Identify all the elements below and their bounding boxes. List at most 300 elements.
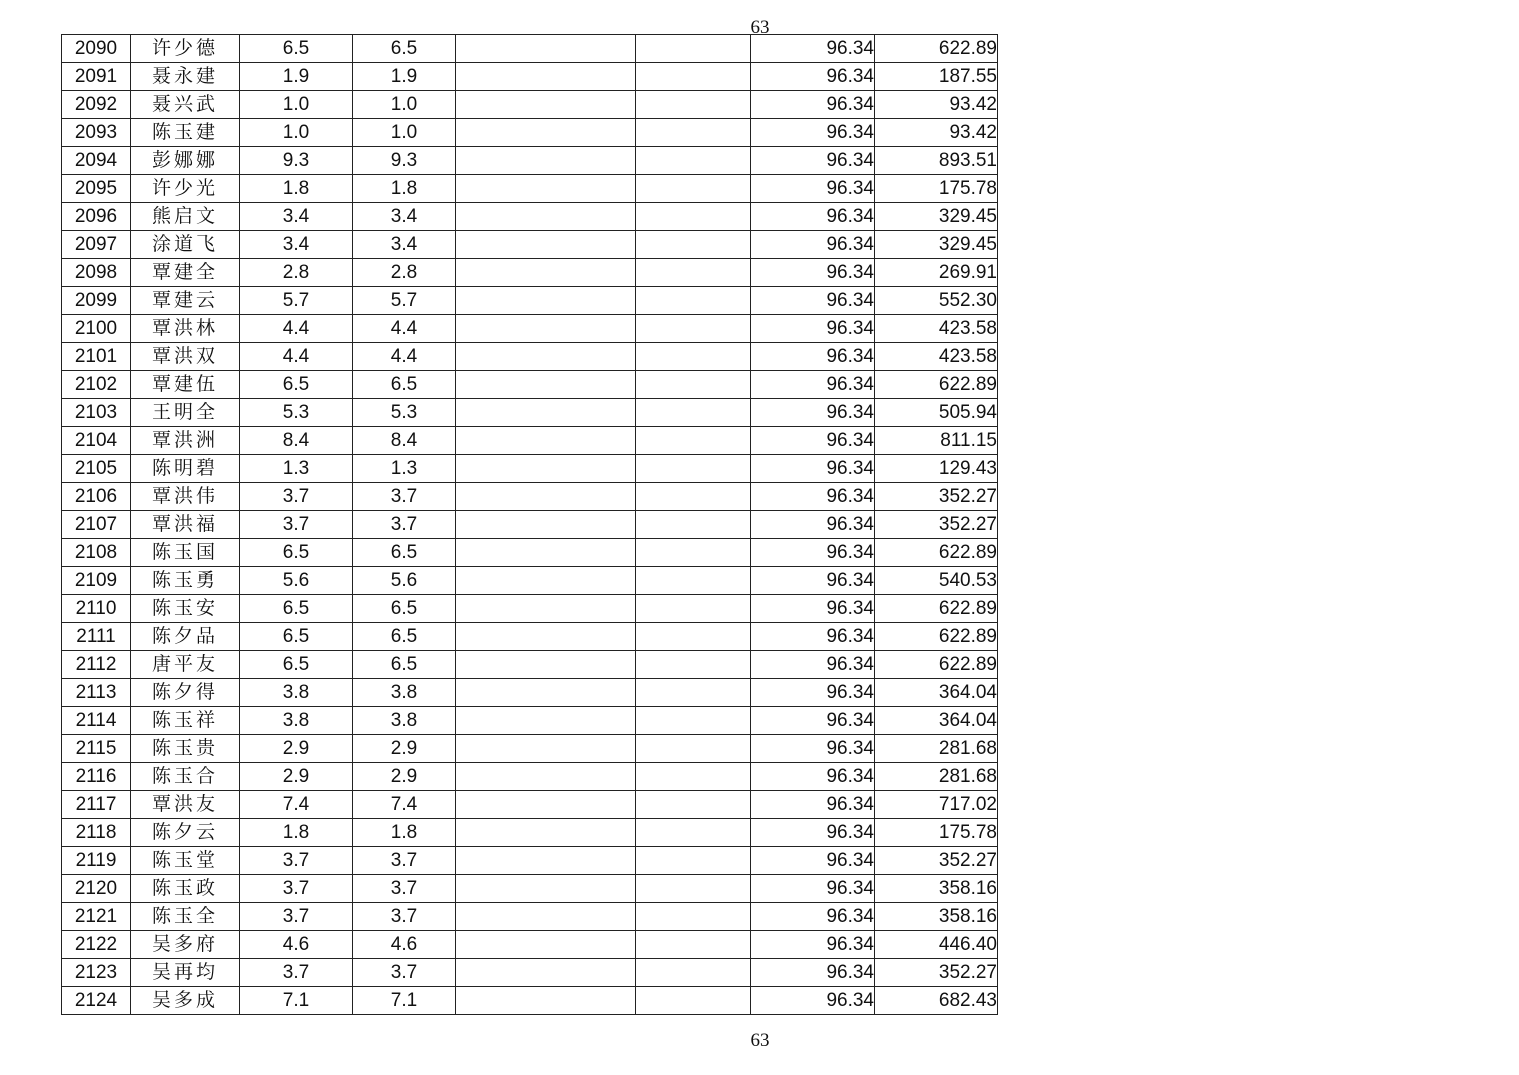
row-confirmed-area-cell: 4.4 [353, 343, 456, 371]
row-name-cell: 覃建全 [131, 259, 240, 287]
row-id-cell: 2114 [62, 707, 131, 735]
table-row [62, 259, 998, 287]
row-id-cell: 2108 [62, 539, 131, 567]
row-blank-cell [456, 511, 636, 539]
row-area-cell: 2.9 [240, 763, 353, 791]
row-area-cell: 6.5 [240, 623, 353, 651]
row-blank-cell [636, 315, 751, 343]
table-row [62, 399, 998, 427]
row-amount-cell: 622.89 [875, 651, 998, 679]
table-row [62, 959, 998, 987]
row-name-cell: 覃洪林 [131, 315, 240, 343]
row-rate-cell: 96.34 [751, 147, 875, 175]
row-name-cell: 许少德 [131, 35, 240, 63]
row-confirmed-area-cell: 1.0 [353, 91, 456, 119]
table-row [62, 119, 998, 147]
row-id-cell: 2110 [62, 595, 131, 623]
table-row [62, 371, 998, 399]
row-amount-cell: 717.02 [875, 791, 998, 819]
table-row [62, 791, 998, 819]
row-area-cell: 3.4 [240, 203, 353, 231]
row-blank-cell [456, 847, 636, 875]
table-row [62, 987, 998, 1015]
row-rate-cell: 96.34 [751, 567, 875, 595]
row-amount-cell: 505.94 [875, 399, 998, 427]
row-rate-cell: 96.34 [751, 63, 875, 91]
row-id-cell: 2117 [62, 791, 131, 819]
row-rate-cell: 96.34 [751, 539, 875, 567]
row-blank-cell [456, 119, 636, 147]
row-name-cell: 覃建伍 [131, 371, 240, 399]
table-row [62, 595, 998, 623]
row-confirmed-area-cell: 3.7 [353, 959, 456, 987]
row-blank-cell [636, 539, 751, 567]
row-id-cell: 2109 [62, 567, 131, 595]
row-confirmed-area-cell: 4.4 [353, 315, 456, 343]
row-confirmed-area-cell: 7.1 [353, 987, 456, 1015]
row-amount-cell: 364.04 [875, 679, 998, 707]
row-area-cell: 3.8 [240, 679, 353, 707]
page-number-bottom: 63 [750, 1030, 770, 1051]
row-rate-cell: 96.34 [751, 651, 875, 679]
row-area-cell: 3.7 [240, 511, 353, 539]
row-blank-cell [636, 791, 751, 819]
row-blank-cell [636, 455, 751, 483]
row-blank-cell [636, 147, 751, 175]
row-blank-cell [456, 595, 636, 623]
row-blank-cell [456, 707, 636, 735]
row-amount-cell: 352.27 [875, 483, 998, 511]
row-blank-cell [636, 175, 751, 203]
row-amount-cell: 281.68 [875, 735, 998, 763]
row-amount-cell: 329.45 [875, 231, 998, 259]
row-confirmed-area-cell: 2.9 [353, 735, 456, 763]
row-area-cell: 4.4 [240, 343, 353, 371]
row-confirmed-area-cell: 1.8 [353, 175, 456, 203]
row-name-cell: 陈夕云 [131, 819, 240, 847]
row-blank-cell [456, 987, 636, 1015]
row-name-cell: 陈玉国 [131, 539, 240, 567]
row-blank-cell [456, 959, 636, 987]
row-rate-cell: 96.34 [751, 231, 875, 259]
row-rate-cell: 96.34 [751, 343, 875, 371]
table-row [62, 287, 998, 315]
row-amount-cell: 358.16 [875, 903, 998, 931]
row-area-cell: 6.5 [240, 539, 353, 567]
row-blank-cell [636, 959, 751, 987]
row-area-cell: 1.8 [240, 819, 353, 847]
row-area-cell: 1.0 [240, 119, 353, 147]
row-rate-cell: 96.34 [751, 175, 875, 203]
row-rate-cell: 96.34 [751, 623, 875, 651]
row-id-cell: 2120 [62, 875, 131, 903]
row-confirmed-area-cell: 2.8 [353, 259, 456, 287]
ledger-body [62, 35, 998, 1015]
row-rate-cell: 96.34 [751, 371, 875, 399]
row-amount-cell: 364.04 [875, 707, 998, 735]
row-blank-cell [636, 623, 751, 651]
row-amount-cell: 622.89 [875, 35, 998, 63]
row-rate-cell: 96.34 [751, 735, 875, 763]
row-blank-cell [456, 371, 636, 399]
row-rate-cell: 96.34 [751, 707, 875, 735]
row-rate-cell: 96.34 [751, 483, 875, 511]
row-id-cell: 2104 [62, 427, 131, 455]
row-name-cell: 陈玉祥 [131, 707, 240, 735]
row-rate-cell: 96.34 [751, 259, 875, 287]
row-rate-cell: 96.34 [751, 763, 875, 791]
row-blank-cell [636, 399, 751, 427]
row-amount-cell: 423.58 [875, 343, 998, 371]
row-id-cell: 2105 [62, 455, 131, 483]
row-amount-cell: 93.42 [875, 91, 998, 119]
row-rate-cell: 96.34 [751, 959, 875, 987]
row-blank-cell [456, 427, 636, 455]
row-blank-cell [456, 483, 636, 511]
row-blank-cell [636, 511, 751, 539]
row-blank-cell [636, 903, 751, 931]
row-confirmed-area-cell: 5.6 [353, 567, 456, 595]
row-blank-cell [456, 651, 636, 679]
row-confirmed-area-cell: 3.7 [353, 903, 456, 931]
row-rate-cell: 96.34 [751, 511, 875, 539]
table-row [62, 707, 998, 735]
row-id-cell: 2121 [62, 903, 131, 931]
row-amount-cell: 622.89 [875, 539, 998, 567]
row-confirmed-area-cell: 3.4 [353, 203, 456, 231]
row-id-cell: 2095 [62, 175, 131, 203]
row-name-cell: 熊启文 [131, 203, 240, 231]
row-rate-cell: 96.34 [751, 875, 875, 903]
row-id-cell: 2094 [62, 147, 131, 175]
row-area-cell: 6.5 [240, 595, 353, 623]
row-amount-cell: 175.78 [875, 819, 998, 847]
row-rate-cell: 96.34 [751, 595, 875, 623]
row-name-cell: 聂兴武 [131, 91, 240, 119]
row-id-cell: 2115 [62, 735, 131, 763]
row-amount-cell: 540.53 [875, 567, 998, 595]
row-id-cell: 2107 [62, 511, 131, 539]
row-rate-cell: 96.34 [751, 903, 875, 931]
row-blank-cell [456, 175, 636, 203]
row-blank-cell [456, 567, 636, 595]
row-confirmed-area-cell: 9.3 [353, 147, 456, 175]
row-name-cell: 陈玉勇 [131, 567, 240, 595]
row-amount-cell: 358.16 [875, 875, 998, 903]
table-row [62, 63, 998, 91]
row-name-cell: 陈玉贵 [131, 735, 240, 763]
row-rate-cell: 96.34 [751, 791, 875, 819]
table-row [62, 847, 998, 875]
row-blank-cell [636, 567, 751, 595]
row-rate-cell: 96.34 [751, 35, 875, 63]
row-name-cell: 覃洪洲 [131, 427, 240, 455]
row-id-cell: 2098 [62, 259, 131, 287]
row-amount-cell: 175.78 [875, 175, 998, 203]
row-id-cell: 2091 [62, 63, 131, 91]
row-confirmed-area-cell: 3.7 [353, 483, 456, 511]
row-rate-cell: 96.34 [751, 427, 875, 455]
row-blank-cell [636, 987, 751, 1015]
row-blank-cell [456, 343, 636, 371]
row-id-cell: 2123 [62, 959, 131, 987]
row-amount-cell: 682.43 [875, 987, 998, 1015]
row-name-cell: 许少光 [131, 175, 240, 203]
row-confirmed-area-cell: 6.5 [353, 595, 456, 623]
page-number-top: 63 [750, 17, 770, 38]
row-rate-cell: 96.34 [751, 987, 875, 1015]
row-area-cell: 1.3 [240, 455, 353, 483]
table-row [62, 651, 998, 679]
row-name-cell: 覃洪伟 [131, 483, 240, 511]
row-confirmed-area-cell: 3.8 [353, 679, 456, 707]
row-blank-cell [636, 595, 751, 623]
row-confirmed-area-cell: 3.8 [353, 707, 456, 735]
table-row [62, 567, 998, 595]
table-row [62, 623, 998, 651]
row-amount-cell: 622.89 [875, 371, 998, 399]
row-amount-cell: 187.55 [875, 63, 998, 91]
row-id-cell: 2093 [62, 119, 131, 147]
row-name-cell: 聂永建 [131, 63, 240, 91]
row-blank-cell [636, 483, 751, 511]
row-blank-cell [636, 427, 751, 455]
row-amount-cell: 622.89 [875, 623, 998, 651]
row-blank-cell [456, 315, 636, 343]
row-id-cell: 2099 [62, 287, 131, 315]
row-blank-cell [456, 203, 636, 231]
row-blank-cell [456, 623, 636, 651]
row-blank-cell [456, 679, 636, 707]
row-id-cell: 2103 [62, 399, 131, 427]
row-area-cell: 6.5 [240, 651, 353, 679]
row-amount-cell: 622.89 [875, 595, 998, 623]
row-area-cell: 9.3 [240, 147, 353, 175]
ledger-table [61, 34, 998, 1015]
row-blank-cell [456, 791, 636, 819]
row-blank-cell [636, 259, 751, 287]
row-area-cell: 3.7 [240, 875, 353, 903]
table-row [62, 91, 998, 119]
row-name-cell: 陈明碧 [131, 455, 240, 483]
row-id-cell: 2100 [62, 315, 131, 343]
row-blank-cell [636, 875, 751, 903]
row-id-cell: 2096 [62, 203, 131, 231]
row-area-cell: 2.8 [240, 259, 353, 287]
row-amount-cell: 129.43 [875, 455, 998, 483]
table-row [62, 819, 998, 847]
row-amount-cell: 352.27 [875, 959, 998, 987]
table-row [62, 903, 998, 931]
row-blank-cell [636, 763, 751, 791]
row-name-cell: 王明全 [131, 399, 240, 427]
row-blank-cell [456, 931, 636, 959]
table-row [62, 931, 998, 959]
row-name-cell: 唐平友 [131, 651, 240, 679]
row-confirmed-area-cell: 6.5 [353, 371, 456, 399]
row-blank-cell [636, 203, 751, 231]
row-area-cell: 4.4 [240, 315, 353, 343]
row-blank-cell [636, 287, 751, 315]
row-rate-cell: 96.34 [751, 91, 875, 119]
row-confirmed-area-cell: 7.4 [353, 791, 456, 819]
row-id-cell: 2097 [62, 231, 131, 259]
row-amount-cell: 352.27 [875, 511, 998, 539]
table-row [62, 427, 998, 455]
row-confirmed-area-cell: 3.4 [353, 231, 456, 259]
row-blank-cell [456, 819, 636, 847]
row-blank-cell [456, 91, 636, 119]
row-area-cell: 6.5 [240, 35, 353, 63]
row-area-cell: 3.8 [240, 707, 353, 735]
row-blank-cell [456, 259, 636, 287]
row-blank-cell [456, 763, 636, 791]
row-name-cell: 覃洪友 [131, 791, 240, 819]
row-confirmed-area-cell: 1.0 [353, 119, 456, 147]
row-area-cell: 5.7 [240, 287, 353, 315]
row-amount-cell: 811.15 [875, 427, 998, 455]
row-amount-cell: 93.42 [875, 119, 998, 147]
row-rate-cell: 96.34 [751, 399, 875, 427]
row-blank-cell [636, 735, 751, 763]
row-confirmed-area-cell: 6.5 [353, 539, 456, 567]
row-area-cell: 4.6 [240, 931, 353, 959]
row-name-cell: 吴多府 [131, 931, 240, 959]
row-blank-cell [636, 931, 751, 959]
row-blank-cell [456, 35, 636, 63]
row-name-cell: 陈玉合 [131, 763, 240, 791]
row-confirmed-area-cell: 5.3 [353, 399, 456, 427]
row-blank-cell [456, 455, 636, 483]
row-blank-cell [636, 119, 751, 147]
row-area-cell: 5.3 [240, 399, 353, 427]
row-confirmed-area-cell: 3.7 [353, 847, 456, 875]
table-row [62, 231, 998, 259]
row-area-cell: 3.7 [240, 483, 353, 511]
row-area-cell: 2.9 [240, 735, 353, 763]
row-rate-cell: 96.34 [751, 847, 875, 875]
row-confirmed-area-cell: 6.5 [353, 651, 456, 679]
row-name-cell: 彭娜娜 [131, 147, 240, 175]
row-confirmed-area-cell: 6.5 [353, 623, 456, 651]
row-name-cell: 陈玉建 [131, 119, 240, 147]
row-blank-cell [456, 287, 636, 315]
table-row [62, 735, 998, 763]
table-row [62, 455, 998, 483]
row-confirmed-area-cell: 3.7 [353, 875, 456, 903]
table-row [62, 511, 998, 539]
row-name-cell: 覃洪双 [131, 343, 240, 371]
row-name-cell: 吴多成 [131, 987, 240, 1015]
row-area-cell: 3.7 [240, 959, 353, 987]
row-amount-cell: 352.27 [875, 847, 998, 875]
row-id-cell: 2118 [62, 819, 131, 847]
row-blank-cell [456, 231, 636, 259]
row-id-cell: 2101 [62, 343, 131, 371]
table-row [62, 679, 998, 707]
table-row [62, 763, 998, 791]
table-row [62, 35, 998, 63]
row-name-cell: 陈玉安 [131, 595, 240, 623]
row-amount-cell: 423.58 [875, 315, 998, 343]
table-row [62, 147, 998, 175]
row-blank-cell [636, 707, 751, 735]
row-blank-cell [636, 371, 751, 399]
row-name-cell: 涂道飞 [131, 231, 240, 259]
row-amount-cell: 552.30 [875, 287, 998, 315]
row-id-cell: 2092 [62, 91, 131, 119]
row-blank-cell [636, 847, 751, 875]
row-blank-cell [636, 63, 751, 91]
row-id-cell: 2102 [62, 371, 131, 399]
row-id-cell: 2122 [62, 931, 131, 959]
row-id-cell: 2119 [62, 847, 131, 875]
row-amount-cell: 269.91 [875, 259, 998, 287]
row-blank-cell [456, 63, 636, 91]
row-id-cell: 2090 [62, 35, 131, 63]
row-area-cell: 1.9 [240, 63, 353, 91]
row-confirmed-area-cell: 4.6 [353, 931, 456, 959]
row-rate-cell: 96.34 [751, 119, 875, 147]
row-name-cell: 吴再均 [131, 959, 240, 987]
row-rate-cell: 96.34 [751, 819, 875, 847]
row-blank-cell [636, 819, 751, 847]
row-confirmed-area-cell: 5.7 [353, 287, 456, 315]
row-id-cell: 2111 [62, 623, 131, 651]
row-area-cell: 7.1 [240, 987, 353, 1015]
row-confirmed-area-cell: 1.9 [353, 63, 456, 91]
row-area-cell: 8.4 [240, 427, 353, 455]
row-confirmed-area-cell: 6.5 [353, 35, 456, 63]
row-rate-cell: 96.34 [751, 203, 875, 231]
row-area-cell: 5.6 [240, 567, 353, 595]
row-id-cell: 2124 [62, 987, 131, 1015]
row-area-cell: 1.0 [240, 91, 353, 119]
row-amount-cell: 446.40 [875, 931, 998, 959]
row-blank-cell [636, 91, 751, 119]
row-rate-cell: 96.34 [751, 315, 875, 343]
row-blank-cell [456, 147, 636, 175]
row-blank-cell [456, 875, 636, 903]
row-blank-cell [636, 651, 751, 679]
table-row [62, 483, 998, 511]
row-confirmed-area-cell: 8.4 [353, 427, 456, 455]
table-row [62, 203, 998, 231]
row-id-cell: 2116 [62, 763, 131, 791]
row-amount-cell: 893.51 [875, 147, 998, 175]
row-id-cell: 2112 [62, 651, 131, 679]
row-confirmed-area-cell: 2.9 [353, 763, 456, 791]
row-area-cell: 6.5 [240, 371, 353, 399]
row-area-cell: 3.7 [240, 903, 353, 931]
row-name-cell: 陈玉政 [131, 875, 240, 903]
row-confirmed-area-cell: 1.3 [353, 455, 456, 483]
table-row [62, 343, 998, 371]
row-amount-cell: 281.68 [875, 763, 998, 791]
row-name-cell: 覃洪福 [131, 511, 240, 539]
table-row [62, 175, 998, 203]
row-blank-cell [456, 539, 636, 567]
table-row [62, 539, 998, 567]
row-rate-cell: 96.34 [751, 679, 875, 707]
row-blank-cell [636, 35, 751, 63]
row-id-cell: 2113 [62, 679, 131, 707]
row-name-cell: 陈夕得 [131, 679, 240, 707]
row-blank-cell [636, 231, 751, 259]
row-rate-cell: 96.34 [751, 931, 875, 959]
row-confirmed-area-cell: 1.8 [353, 819, 456, 847]
row-name-cell: 陈玉全 [131, 903, 240, 931]
